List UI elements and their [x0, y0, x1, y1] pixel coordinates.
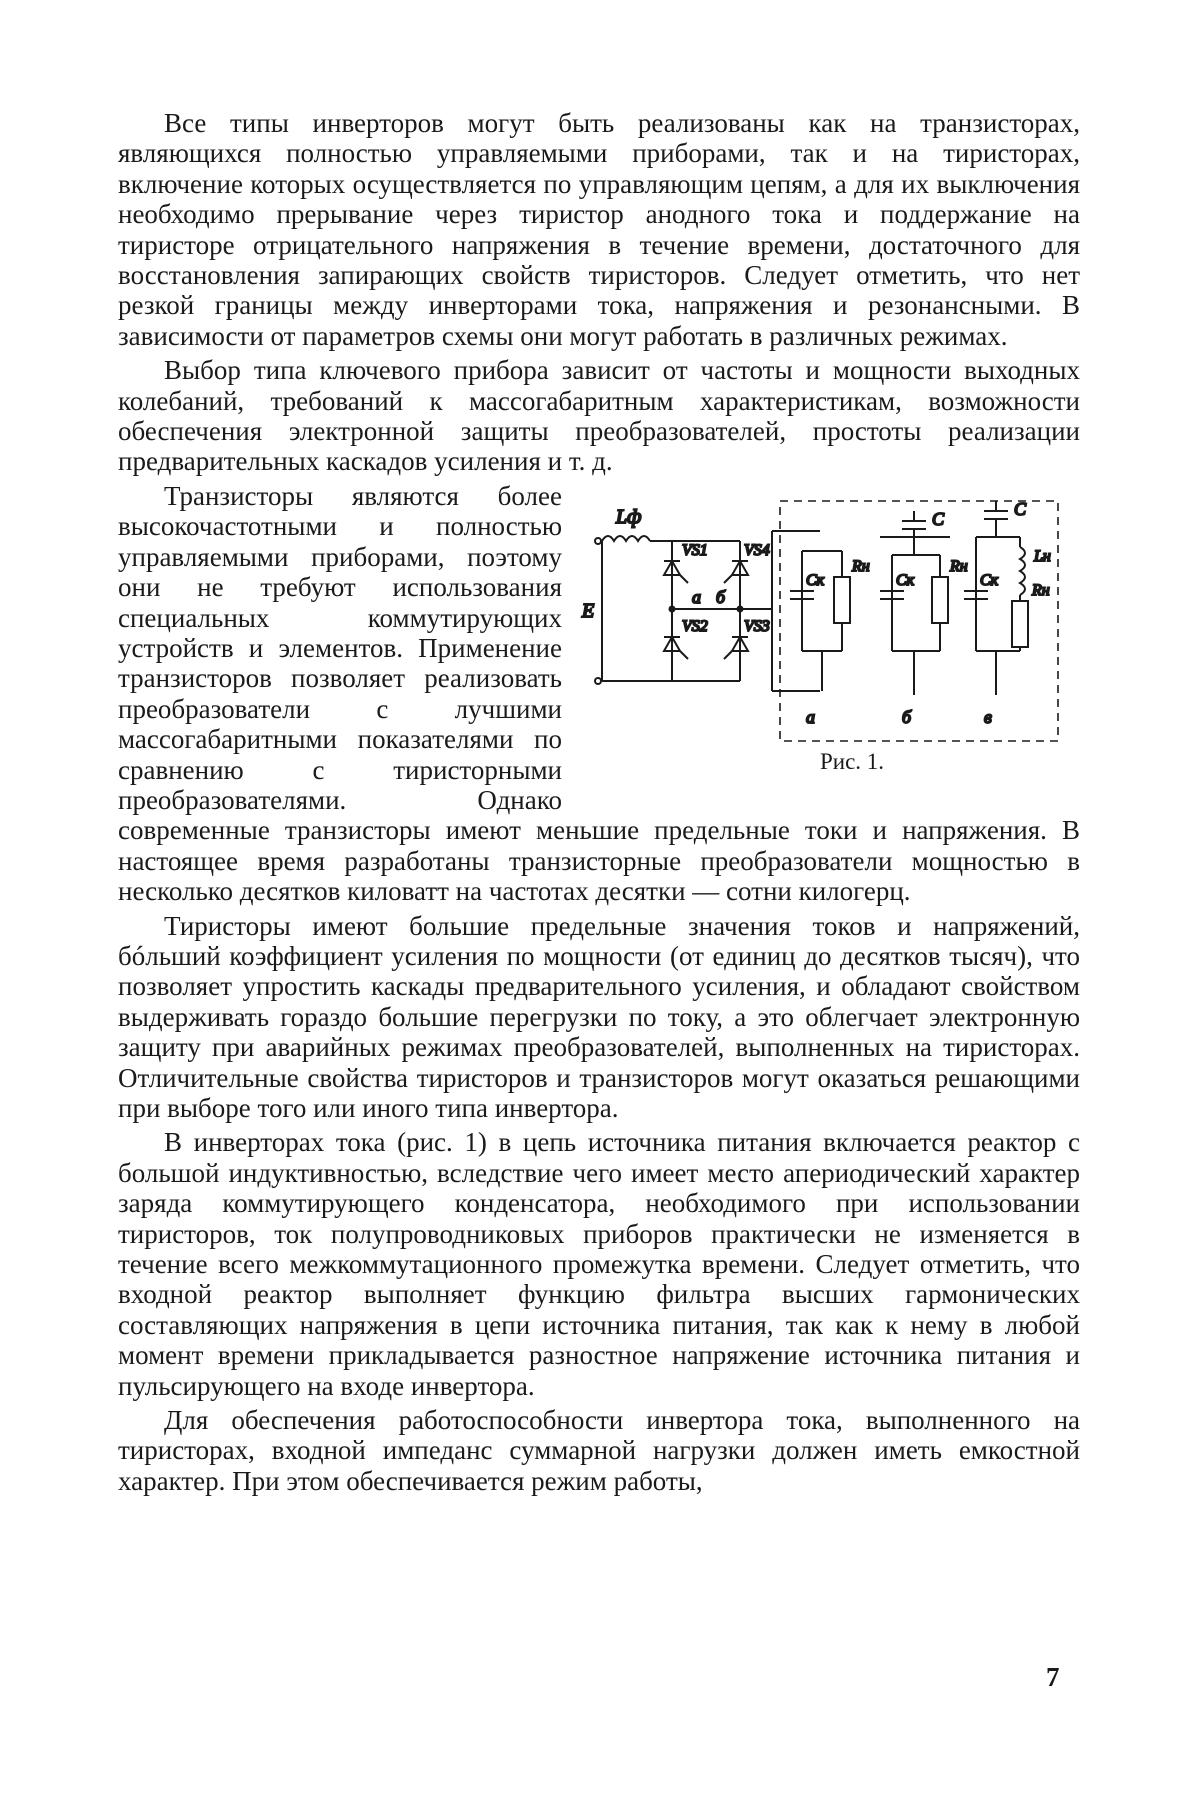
- paragraph-5: В инверторах тока (рис. 1) в цепь источника питания включается реактор с большой индуктивностью, вследствие чего имеет место апериодический характер заряда коммутирующего конденсатора, необходимого при использовании тиристоров, ток полупроводниковых приборов практически не изменяется в течение всего межкоммутационного промежутка времени. Следует отметить, что входной реактор выполняет функцию фильтра высших гармонических составляющих напряжения в цепи источника питания, так как к нему в любой момент времени прикладывается разностное напряжение источника питания и пульсирующего на входе инвертора.: [118, 1127, 1080, 1401]
- label-vs4: VS4: [744, 541, 770, 559]
- text-column: [118, 108, 1080, 1500]
- label-rn-load-b: Rн: [950, 557, 968, 575]
- label-ln: Lн: [1034, 547, 1051, 565]
- label-load-b: б: [902, 706, 912, 727]
- label-e: E: [582, 599, 595, 622]
- label-ck-load-a: Cк: [806, 571, 825, 589]
- label-vs2: VS2: [682, 617, 708, 635]
- label-lf: Lф: [616, 505, 642, 528]
- label-ck-load-v: Cк: [980, 571, 999, 589]
- label-ck-load-b: Cк: [896, 571, 915, 589]
- label-node-b: б: [716, 586, 726, 607]
- paragraph-3: Транзисторы являются более высокочастотными и полностью управляемыми приборами, поэтому они не требуют использования специальных коммутирующих устройств и элементов. Применение транзисторов позволяет реализовать преобразователи с лучшими массогабаритными показателями по сравнению с тиристорными преобразователями. Однако современные транзисторы имеют меньшие предельные токи и напряжения. В настоящее время разработаны транзисторные преобразователи мощностью в несколько десятков киловатт на частотах десятки — сотни килогерц.: [118, 480, 1080, 907]
- circuit-diagram: [580, 491, 1080, 751]
- label-c-load-v: C: [1014, 498, 1027, 519]
- figure-caption: Рис. 1.: [819, 748, 885, 774]
- label-load-v: в: [984, 706, 992, 727]
- terminal-bottom: [595, 678, 601, 684]
- paragraph-4: Тиристоры имеют большие предельные значения токов и напряжений, бóльший коэффициент усиления по мощности (от единиц до десятков тысяч), что позволяет упростить каскады предварительного усиления, и обладают свойством выдерживать гораздо большие перегрузки по току, а это облегчает электронную защиту при аварийных режимах преобразователей, выполненных на тиристорах. Отличительные свойства тиристоров и транзисторов могут оказаться решающими при выборе того или иного типа инвертора.: [118, 910, 1080, 1123]
- inductor-lf-symbol: [602, 536, 650, 541]
- paragraph-1: Все типы инверторов могут быть реализованы как на транзисторах, являющихся полностью управляемыми приборами, так и на тиристорах, включение которых осуществляется по управляющим цепям, а для их выключения необходимо прерывание через тиристор анодного тока и поддержание на тиристоре отрицательного напряжения в течение времени, достаточного для восстановления запирающих свойств тиристоров. Следует отметить, что нет резкой границы между инверторами тока, напряжения и резонансными. В зависимости от параметров схемы они могут работать в различных режимах.: [118, 108, 1080, 351]
- paragraph-6: Для обеспечения работоспособности инвертора тока, выполненного на тиристорах, входной импеданс суммарной нагрузки должен иметь емкостной характер. При этом обеспечивается режим работы,: [118, 1405, 1080, 1496]
- label-c-load-b: C: [932, 508, 945, 529]
- label-vs3: VS3: [744, 617, 770, 635]
- page-number: 7: [1046, 1662, 1060, 1692]
- label-rn-load-a: Rн: [852, 557, 870, 575]
- label-load-a: а: [806, 706, 815, 727]
- terminal-top: [595, 538, 601, 544]
- inductor-ln-symbol: [1020, 547, 1025, 595]
- paragraph-2: Выбор типа ключевого прибора зависит от частоты и мощности выходных колебаний, требований к массогабаритным характеристикам, возможности обеспечения электронной защиты преобразователей, простоты реализации предварительных каскадов усиления и т. д.: [118, 355, 1080, 477]
- label-node-a: а: [692, 586, 701, 607]
- label-rn-load-v: Rн: [1032, 581, 1050, 599]
- label-vs1: VS1: [682, 541, 708, 559]
- figure-1: [580, 491, 1080, 797]
